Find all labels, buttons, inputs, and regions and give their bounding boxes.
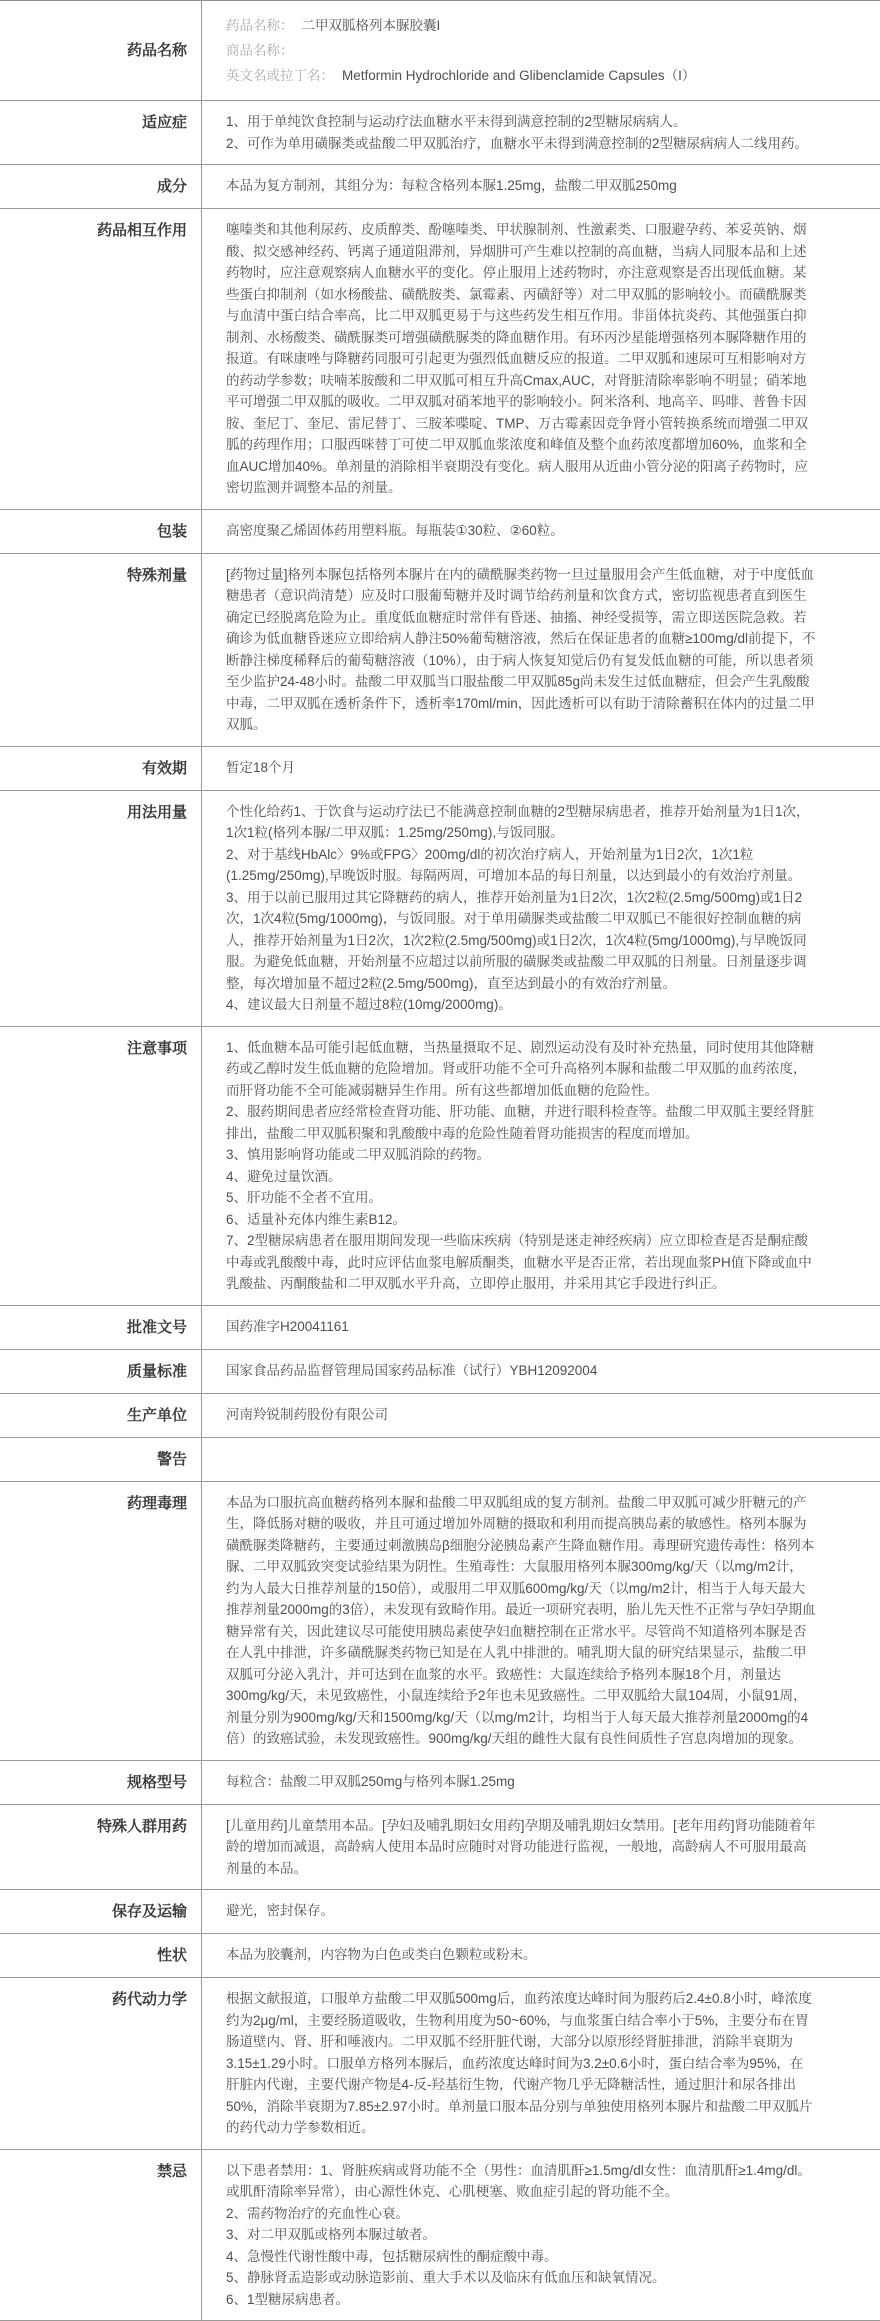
table-row-7	[0, 1027, 880, 1306]
table-row-16	[0, 1934, 880, 1978]
row-content	[202, 1438, 880, 1481]
drug-name-field	[226, 13, 816, 38]
table-row-17	[0, 1978, 880, 2150]
field-label: 药品名称：	[226, 13, 294, 38]
row-paragraph: 噻嗪类和其他利尿药、皮质醇类、酚噻嗪类、甲状腺制剂、性激素类、口服避孕药、苯妥英钠、烟酸、拟交感神经药、钙离子通道阻滞剂，异烟肼可产生难以控制的高血糖，当病人同服本品和上述药物时，应注意观察病人血糖水平的变化。停止服用上述药物时，亦注意观察是否出现低血糖。某些蛋白抑制剂（如水杨酸盐、磺酰胺类、氯霉素、丙磺舒等）对二甲双胍的影响较小。而磺酰脲类与血清中蛋白结合率高，比二甲双胍更易于与这些药发生相互作用。非甾体抗炎药、其他强蛋白抑制剂、水杨酸类、磺酰脲类可增强磺酰脲类的降血糖作用。有环丙沙星能增强格列本脲降糖作用的报道。有咪康唑与降糖药同服可引起更为强烈低血糖反应的报道。二甲双胍和速尿可互相影响对方的药动学参数；呋喃苯胺酸和二甲双胍可相互升高Cmax,AUC，对肾脏清除率影响不明显；硝苯地平可增强二甲双胍的吸收。二甲双胍对硝苯地平的影响较小。阿米洛利、地高辛、吗啡、普鲁卡因胺、奎尼丁、奎尼、雷尼替丁、三胺苯喋啶、TMP、万古霉素因竞争肾小管转换系统而增强二甲双胍的药理作用；口服西咪替丁可使二甲双胍血浆浓度和峰值及整个血药浓度都增加60%，血浆和全血AUC增加40%。单剂量的消除相半衰期没有变化。病人服用从近曲小管分泌的阳离子药物时，应密切监测并调整本品的剂量。	[226, 219, 816, 499]
row-paragraph: 国药准字H20041161	[226, 1316, 816, 1338]
row-label: 规格型号	[0, 1761, 202, 1804]
row-paragraph: 3、用于以前已服用过其它降糖药的病人，推荐开始剂量为1日2次，1次2粒(2.5mg/500mg)或1日2次，1次4粒(5mg/1000mg)，与饭同服。对于单用磺脲类或盐酸二甲双胍已不能很好控制血糖的病人，推荐开始剂量为1日2次，1次2粒(2.5mg/500mg)或1日2次，1次4粒(5mg/1000mg),与早晚饭同服。为避免低血糖，开始剂量不应超过以前所服的磺脲类或盐酸二甲双胍的日剂量。日剂量逐步调整，每次增加量不超过2粒(2.5mg/500mg)，直至达到最小的有效治疗剂量。	[226, 887, 816, 995]
table-row-2	[0, 209, 880, 510]
row-paragraph: 4、建议最大日剂量不超过8粒(10mg/2000mg)。	[226, 994, 816, 1016]
table-row-13	[0, 1761, 880, 1805]
row-content	[202, 2150, 880, 2321]
row-label: 质量标准	[0, 1350, 202, 1393]
row-paragraph: 本品为胶囊剂，内容物为白色或类白色颗粒或粉末。	[226, 1944, 816, 1966]
row-paragraph: 2、需药物治疗的充血性心衰。	[226, 2203, 816, 2225]
row-content	[202, 1, 880, 100]
row-paragraph: 高密度聚乙烯固体药用塑料瓶。每瓶装①30粒、②60粒。	[226, 520, 816, 542]
table-row-8	[0, 1306, 880, 1350]
row-label: 药理毒理	[0, 1482, 202, 1760]
row-paragraph: 6、1型糖尿病患者。	[226, 2289, 816, 2311]
table-row-10	[0, 1394, 880, 1438]
row-content	[202, 1027, 880, 1305]
row-paragraph: 本品为口服抗高血糖药格列本脲和盐酸二甲双胍组成的复方制剂。盐酸二甲双胍可减少肝糖元的产生，降低肠对糖的吸收，并且可通过增加外周糖的摄取和利用而提高胰岛素的敏感性。格列本脲为磺酰脲类降糖药，主要通过刺激胰岛β细胞分泌胰岛素产生降血糖作用。毒理研究遗传毒性：格列本脲、二甲双胍致突变试验结果为阴性。生殖毒性：大鼠服用格列本脲300mg/kg/天（以mg/m2计，约为人最大日推荐剂量的150倍），或服用二甲双胍600mg/kg/天（以mg/m2计，相当于人每天最大推荐剂量2000mg的3倍），未发现有致畸作用。最近一项研究表明，胎儿先天性不正常与孕妇孕期血糖异常有关，因此建议尽可能使用胰岛素使孕妇血糖控制在正常水平。尽管尚不知道格列本脲是否在人乳中排泄，许多磺酰脲类药物已知是在人乳中排泄的。哺乳期大鼠的研究结果显示，盐酸二甲双胍可分泌入乳汁，并可达到在血浆的水平。致癌性：大鼠连续给予格列本脲18个月，剂量达300mg/kg/天，未见致癌性，小鼠连续给予2年也未见致癌性。二甲双胍给大鼠104周，小鼠91周，剂量分别为900mg/kg/天和1500mg/kg/天（以mg/m2计，均相当于人每天最大推荐剂量2000mg的4倍）的致癌试验，未发现致癌性。900mg/kg/天组的雌性大鼠有良性间质性子宫息肉增加的现象。	[226, 1492, 816, 1750]
row-content	[202, 747, 880, 790]
row-content	[202, 1978, 880, 2149]
row-paragraph: 1、用于单纯饮食控制与运动疗法血糖水平未得到满意控制的2型糖尿病病人。	[226, 111, 816, 133]
row-label: 保存及运输	[0, 1890, 202, 1933]
row-label: 适应症	[0, 101, 202, 164]
row-paragraph: 2、服药期间患者应经常检查肾功能、肝功能、血糖，并进行眼科检查等。盐酸二甲双胍主要经肾脏排出，盐酸二甲双胍积聚和乳酸酸中毒的危险性随着肾功能损害的程度而增加。	[226, 1101, 816, 1144]
row-label: 有效期	[0, 747, 202, 790]
row-label: 药品相互作用	[0, 209, 202, 509]
english-name-field	[226, 63, 816, 88]
row-label: 禁忌	[0, 2150, 202, 2321]
row-paragraph: 3、对二甲双胍或格列本脲过敏者。	[226, 2224, 816, 2246]
row-paragraph: 7、2型糖尿病患者在服用期间发现一些临床疾病（特别是迷走神经疾病）应立即检查是否是酮症酸中毒或乳酸酸中毒，此时应评估血浆电解质酮类，血糖水平是否正常，若出现血浆PH值下降或血中乳酸盐、丙酮酸盐和二甲双胍水平升高，立即停止服用，并采用其它手段进行纠正。	[226, 1230, 816, 1295]
row-label: 药代动力学	[0, 1978, 202, 2149]
row-paragraph: 本品为复方制剂，其组分为：每粒含格列本脲1.25mg，盐酸二甲双胍250mg	[226, 175, 816, 197]
row-label: 成分	[0, 165, 202, 208]
row-paragraph: 4、避免过量饮酒。	[226, 1166, 816, 1188]
row-label: 注意事项	[0, 1027, 202, 1305]
table-row-11	[0, 1438, 880, 1482]
row-content	[202, 510, 880, 553]
table-row-4	[0, 554, 880, 747]
row-content	[202, 1761, 880, 1804]
row-paragraph: 根据文献报道，口服单方盐酸二甲双胍500mg后，血药浓度达峰时间为服药后2.4±0.8小时，峰浓度约为2μg/ml，主要经肠道吸收，生物利用度为50~60%，与血浆蛋白结合率小于5%，主要分布在胃肠道壁内、肾、肝和唾液内。二甲双胍不经肝脏代谢，大部分以原形经肾脏排泄，消除半衰期为3.15±1.29小时。口服单方格列本脲后，血药浓度达峰时间为3.2±0.6小时，蛋白结合率为95%，在肝脏内代谢，主要代谢产物是4-反-羟基衍生物，代谢产物几乎无降糖活性，通过胆汁和尿各排出50%，消除半衰期为7.85±2.97小时。单剂量口服本品分别与单独使用格列本脲片和盐酸二甲双胍片的药代动力学参数相近。	[226, 1988, 816, 2139]
row-label: 警告	[0, 1438, 202, 1481]
row-paragraph: 3、慎用影响肾功能或二甲双胍消除的药物。	[226, 1144, 816, 1166]
row-content	[202, 209, 880, 509]
row-paragraph: 河南羚锐制药股份有限公司	[226, 1404, 816, 1426]
row-label: 特殊剂量	[0, 554, 202, 746]
trade-name-field	[226, 38, 816, 63]
row-content	[202, 1805, 880, 1890]
row-label: 用法用量	[0, 791, 202, 1026]
row-paragraph: [药物过量]格列本脲包括格列本脲片在内的磺酰脲类药物一旦过量服用会产生低血糖，对于中度低血糖患者（意识尚清楚）应及时口服葡萄糖并及时调节给药剂量和饮食方式，密切监视患者直到医生确定已经脱离危险为止。重度低血糖症时常伴有昏迷、抽搐、神经受损等，需立即送医院急救。若确诊为低血糖昏迷应立即给病人静注50%葡萄糖溶液，然后在保证患者的血糖≥100mg/dl前提下，不断静注梯度稀释后的葡萄糖溶液（10%），由于病人恢复知觉后仍有复发低血糖的可能，所以患者须至少监护24-48小时。盐酸二甲双胍当口服盐酸二甲双胍85g尚未发生过低血糖症，但会产生乳酸酸中毒，二甲双胍在透析条件下，透析率170ml/min，因此透析可以有助于清除蓄积在体内的过量二甲双胍。	[226, 564, 816, 736]
row-content	[202, 1394, 880, 1437]
row-paragraph: 个性化给药1、于饮食与运动疗法已不能满意控制血糖的2型糖尿病患者，推荐开始剂量为1日1次，1次1粒(格列本脲/二甲双胍：1.25mg/250mg),与饭同服。	[226, 801, 816, 844]
row-paragraph: 1、低血糖本品可能引起低血糖，当热量摄取不足、剧烈运动没有及时补充热量，同时使用其他降糖药或乙醇时发生低血糖的危险增加。肾或肝功能不全可升高格列本脲和盐酸二甲双胍的血药浓度，而肝肾功能不全可能减弱糖异生作用。所有这些都增加低血糖的危险性。	[226, 1037, 816, 1102]
table-row-12	[0, 1482, 880, 1761]
row-content	[202, 1350, 880, 1393]
field-label: 英文名或拉丁名：	[226, 63, 334, 88]
row-label: 生产单位	[0, 1394, 202, 1437]
table-row-18	[0, 2150, 880, 2321]
table-row-15	[0, 1890, 880, 1934]
table-row-5	[0, 747, 880, 791]
row-paragraph: 2、对于基线HbAlc〉9%或FPG〉200mg/dl的初次治疗病人，开始剂量为1日2次，1次1粒(1.25mg/250mg),早晚饭时服。每隔两周，可增加本品的每日剂量，以达到最小的有效治疗剂量。	[226, 844, 816, 887]
table-row-1	[0, 165, 880, 209]
row-content	[202, 165, 880, 208]
row-label	[0, 1, 202, 100]
row-paragraph: 暂定18个月	[226, 757, 816, 779]
row-content	[202, 554, 880, 746]
row-content	[202, 1890, 880, 1933]
table-row-9	[0, 1350, 880, 1394]
row-content	[202, 101, 880, 164]
row-paragraph: [儿童用药]儿童禁用本品。[孕妇及哺乳期妇女用药]孕期及哺乳期妇女禁用。[老年用药]肾功能随着年龄的增加而减退，高龄病人使用本品时应随时对肾功能进行监视，一般地，高龄病人不可服用最高剂量的本品。	[226, 1815, 816, 1880]
row-paragraph: 避光，密封保存。	[226, 1900, 816, 1922]
row-label-text: 药品名称	[6, 40, 187, 61]
field-value: 二甲双胍格列本脲胶囊I	[302, 13, 441, 38]
row-content	[202, 1306, 880, 1349]
row-paragraph: 4、急慢性代谢性酸中毒，包括糖尿病性的酮症酸中毒。	[226, 2246, 816, 2268]
row-content	[202, 1482, 880, 1760]
table-row-drug-name	[0, 1, 880, 101]
table-row-0	[0, 101, 880, 165]
table-row-3	[0, 510, 880, 554]
row-paragraph: 国家食品药品监督管理局国家药品标准（试行）YBH12092004	[226, 1360, 816, 1382]
row-paragraph: 以下患者禁用：1、肾脏疾病或肾功能不全（男性：血清肌酐≥1.5mg/dl女性：血清肌酐≥1.4mg/dl。或肌酐清除率异常），由心源性休克、心肌梗塞、败血症引起的肾功能不全。	[226, 2160, 816, 2203]
table-row-6	[0, 791, 880, 1027]
row-paragraph: 5、肝功能不全者不宜用。	[226, 1187, 816, 1209]
field-value: Metformin Hydrochloride and Glibenclamide Capsules（I）	[342, 63, 695, 88]
row-paragraph: 2、可作为单用磺脲类或盐酸二甲双胍治疗，血糖水平未得到满意控制的2型糖尿病病人二线用药。	[226, 133, 816, 155]
row-paragraph: 5、静脉肾盂造影或动脉造影前、重大手术以及临床有低血压和缺氧情况。	[226, 2267, 816, 2289]
row-content	[202, 1934, 880, 1977]
field-label: 商品名称：	[226, 38, 294, 63]
row-label: 批准文号	[0, 1306, 202, 1349]
row-label: 包装	[0, 510, 202, 553]
row-content	[202, 791, 880, 1026]
table-rows	[0, 101, 880, 2321]
row-paragraph: 6、适量补充体内维生素B12。	[226, 1209, 816, 1231]
row-paragraph: 每粒含：盐酸二甲双胍250mg与格列本脲1.25mg	[226, 1771, 816, 1793]
row-label: 性状	[0, 1934, 202, 1977]
table-row-14	[0, 1805, 880, 1891]
row-label: 特殊人群用药	[0, 1805, 202, 1890]
